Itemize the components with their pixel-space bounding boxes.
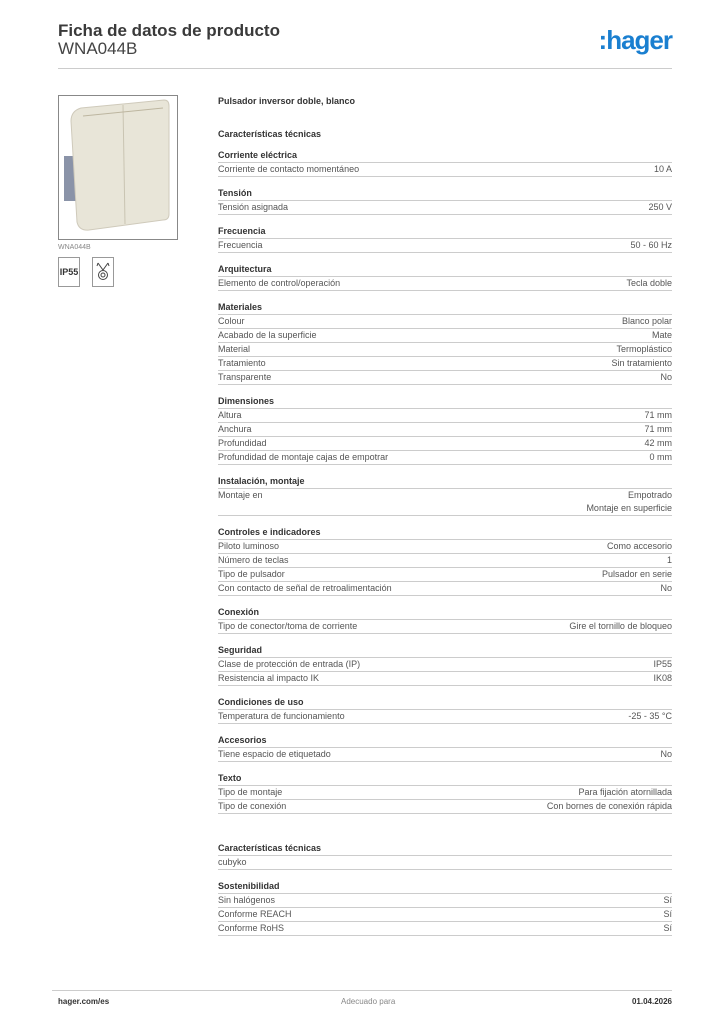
spec-label: Tipo de montaje — [218, 787, 283, 797]
spec-row — [218, 748, 672, 762]
spec-row — [218, 163, 672, 177]
cable-connection-icon — [92, 257, 114, 287]
spec-row — [218, 423, 672, 437]
spec-label: Resistencia al impacto IK — [218, 673, 320, 683]
page-title: Ficha de datos de producto — [58, 21, 280, 40]
spec-label: Altura — [218, 410, 242, 420]
section-heading: Seguridad — [218, 643, 672, 658]
spec-label: Conforme REACH — [218, 909, 292, 919]
spec-label: Material — [218, 344, 251, 354]
spec-row — [218, 620, 672, 634]
spec-value-text: Con bornes de conexión rápida — [546, 801, 672, 811]
spec-section — [218, 605, 672, 634]
spec-row — [218, 894, 672, 908]
spec-value — [667, 554, 672, 567]
spec-label: Transparente — [218, 372, 272, 382]
spec-value — [644, 437, 672, 450]
spec-section — [218, 733, 672, 762]
spec-label: Tiene espacio de etiquetado — [218, 749, 331, 759]
spec-section — [218, 224, 672, 253]
hager-logo: :hager — [598, 25, 672, 55]
section-heading: Arquitectura — [218, 262, 672, 277]
spec-value-text: Pulsador en serie — [601, 569, 672, 579]
spec-value — [660, 582, 672, 595]
spec-value-text: Empotrado — [627, 490, 672, 500]
spec-row — [218, 371, 672, 385]
spec-section — [218, 643, 672, 686]
spec-row — [218, 489, 672, 516]
spec-value-text: 1 — [666, 555, 672, 565]
header-divider — [58, 68, 672, 69]
spec-value-text: 50 - 60 Hz — [630, 240, 672, 250]
section-heading: Características técnicas — [218, 841, 672, 856]
spec-row — [218, 710, 672, 724]
spec-row — [218, 239, 672, 253]
footer-date: 01.04.2026 — [631, 997, 672, 1006]
spec-section — [218, 474, 672, 516]
spec-value-text: 0 mm — [649, 452, 672, 462]
spec-value-text: IK08 — [653, 673, 672, 683]
spec-row — [218, 658, 672, 672]
spec-value — [653, 658, 672, 671]
section-heading: Materiales — [218, 300, 672, 315]
spec-label: Sin halógenos — [218, 895, 276, 905]
spec-value — [663, 922, 672, 935]
spec-value — [660, 371, 672, 384]
spec-value-text: 42 mm — [644, 438, 672, 448]
spec-value — [607, 540, 672, 553]
spec-value — [663, 908, 672, 921]
spec-value-text: Sí — [663, 895, 672, 905]
spec-value — [602, 568, 672, 581]
spec-row — [218, 437, 672, 451]
spec-value — [626, 277, 672, 290]
spec-row — [218, 201, 672, 215]
spec-row — [218, 922, 672, 936]
spec-label: Clase de protección de entrada (IP) — [218, 659, 361, 669]
spec-value-text: -25 - 35 °C — [628, 711, 672, 721]
section-heading: Instalación, montaje — [218, 474, 672, 489]
spec-row — [218, 568, 672, 582]
spec-label: Temperatura de funcionamiento — [218, 711, 345, 721]
image-caption: WNA044B — [58, 244, 91, 251]
section-heading: Sostenibilidad — [218, 879, 672, 894]
spec-value — [616, 343, 672, 356]
spec-label: Tipo de pulsador — [218, 569, 285, 579]
spec-row — [218, 409, 672, 423]
spec-section — [218, 841, 672, 870]
spec-row — [218, 277, 672, 291]
spec-row — [218, 582, 672, 596]
spec-label: Elemento de control/operación — [218, 278, 341, 288]
spec-label: Con contacto de señal de retroalimentación — [218, 583, 392, 593]
footer-website[interactable]: hager.com/es — [58, 997, 110, 1006]
footer-center-text: Adecuado para — [341, 997, 396, 1006]
spec-value — [660, 748, 672, 761]
spec-value — [648, 201, 672, 214]
spec-section — [218, 879, 672, 936]
spec-row — [218, 554, 672, 568]
spec-value — [630, 239, 672, 252]
spec-label: Piloto luminoso — [218, 541, 280, 551]
spec-value — [547, 800, 672, 813]
spec-row — [218, 540, 672, 554]
spec-value-text: No — [660, 749, 672, 759]
spec-row — [218, 357, 672, 371]
section-heading: Corriente eléctrica — [218, 148, 672, 163]
spec-section — [218, 262, 672, 291]
spec-value-text: Sin tratamiento — [611, 358, 672, 368]
spec-value — [650, 451, 673, 464]
spec-section — [218, 186, 672, 215]
spec-value-text: Blanco polar — [621, 316, 672, 326]
section-heading: Controles e indicadores — [218, 525, 672, 540]
product-image — [58, 95, 178, 240]
product-name: Pulsador inversor doble, blanco — [218, 96, 356, 106]
characteristics-heading: Características técnicas — [218, 129, 322, 139]
spec-row — [218, 800, 672, 814]
spec-value-text: 71 mm — [644, 424, 672, 434]
spec-section — [218, 300, 672, 385]
spec-value — [586, 489, 672, 515]
spec-row — [218, 329, 672, 343]
spec-value — [652, 329, 672, 342]
spec-value — [653, 672, 672, 685]
spec-row — [218, 315, 672, 329]
section-heading: Texto — [218, 771, 672, 786]
spec-value — [644, 423, 672, 436]
spec-row — [218, 908, 672, 922]
spec-value-text: Termoplástico — [616, 344, 672, 354]
spec-content — [218, 96, 672, 936]
spec-value-text: 71 mm — [644, 410, 672, 420]
spec-value-text: Gire el tornillo de bloqueo — [569, 621, 672, 631]
spec-value-text: No — [660, 583, 672, 593]
spec-value — [578, 786, 672, 799]
spec-row — [218, 672, 672, 686]
spec-label: Tensión asignada — [218, 202, 289, 212]
spec-row — [218, 343, 672, 357]
section-heading: Accesorios — [218, 733, 672, 748]
spec-label: Montaje en — [218, 490, 263, 500]
spec-value-text: No — [660, 372, 672, 382]
spec-value-text: Sí — [663, 923, 672, 933]
spec-value-text-2: Montaje en superficie — [586, 503, 672, 513]
product-code: WNA044B — [58, 39, 138, 58]
spec-label: Frecuencia — [218, 240, 263, 250]
spec-value — [569, 620, 672, 633]
spec-value-text: Sí — [663, 909, 672, 919]
spec-label: Corriente de contacto momentáneo — [218, 164, 360, 174]
spec-value-text: Tecla doble — [626, 278, 672, 288]
spec-value-text: Como accesorio — [606, 541, 672, 551]
section-heading: Dimensiones — [218, 394, 672, 409]
spec-label: Profundidad — [218, 438, 267, 448]
spec-label: Colour — [218, 316, 245, 326]
spec-label: Tipo de conector/toma de corriente — [218, 621, 358, 631]
spec-label: Tipo de conexión — [218, 801, 287, 811]
spec-row — [218, 786, 672, 800]
spec-section — [218, 771, 672, 814]
spec-section — [218, 525, 672, 596]
spec-label: Anchura — [218, 424, 252, 434]
spec-section — [218, 148, 672, 177]
spec-value-text: 10 A — [653, 164, 672, 174]
spec-label: Conforme RoHS — [218, 923, 285, 933]
spec-section — [218, 695, 672, 724]
spec-label: cubyko — [218, 857, 247, 867]
spec-section — [218, 394, 672, 465]
spec-value — [622, 315, 672, 328]
spec-label: Tratamiento — [218, 358, 266, 368]
spec-row — [218, 451, 672, 465]
spec-value — [644, 409, 672, 422]
section-heading: Conexión — [218, 605, 672, 620]
spec-value — [611, 357, 672, 370]
footer-divider — [52, 990, 672, 991]
spec-value-text: 250 V — [648, 202, 672, 212]
spec-value-text: IP55 — [653, 659, 672, 669]
spec-label: Número de teclas — [218, 555, 289, 565]
section-heading: Frecuencia — [218, 224, 672, 239]
spec-value — [663, 894, 672, 907]
section-heading: Condiciones de uso — [218, 695, 672, 710]
spec-value — [628, 710, 672, 723]
spec-row — [218, 856, 672, 870]
spec-value — [654, 163, 672, 176]
spec-label: Profundidad de montaje cajas de empotrar — [218, 452, 389, 462]
spec-label: Acabado de la superficie — [218, 330, 317, 340]
ip55-badge: IP55 — [58, 257, 80, 287]
spec-value-text: Para fijación atornillada — [578, 787, 672, 797]
spec-value-text: Mate — [651, 330, 672, 340]
section-heading: Tensión — [218, 186, 672, 201]
